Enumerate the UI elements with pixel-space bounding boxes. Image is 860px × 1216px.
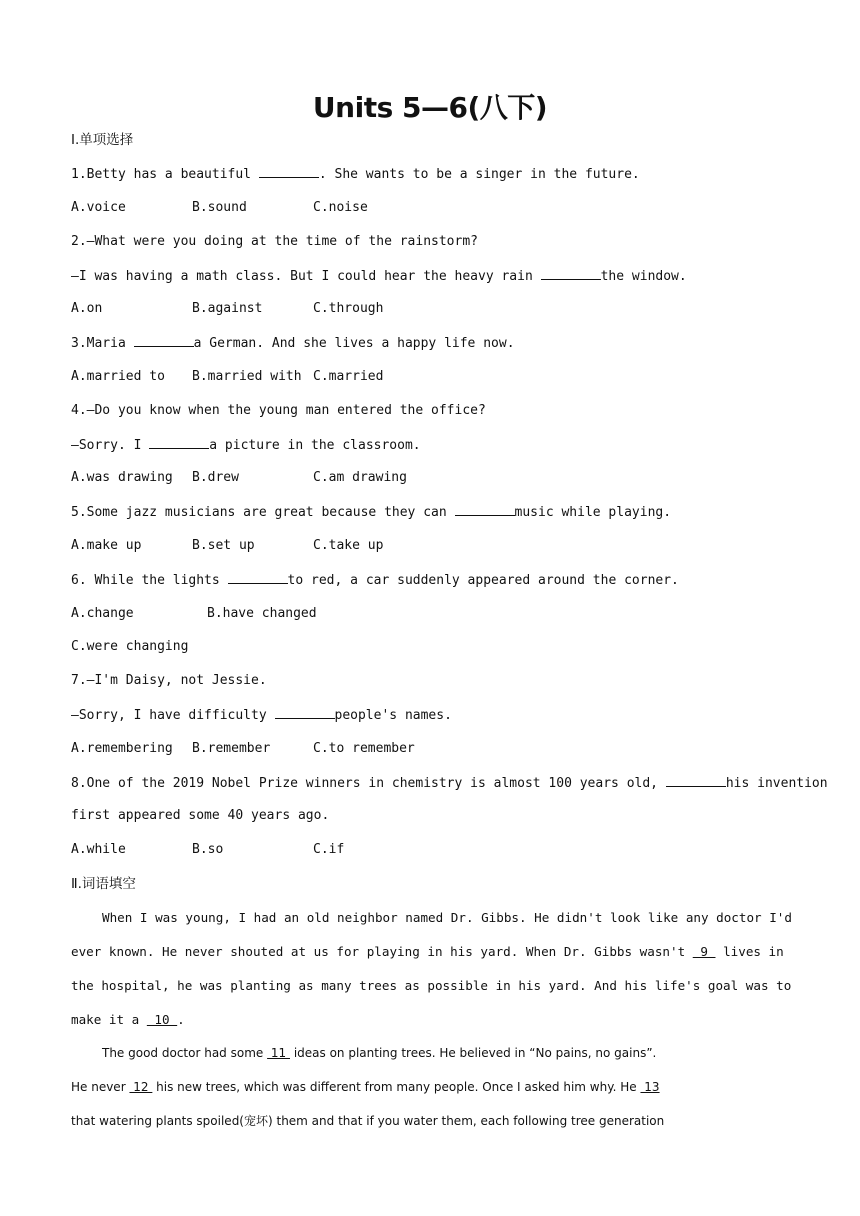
option-b: B.so — [192, 842, 224, 857]
q6-options — [71, 605, 317, 623]
passage-p1-line2 — [71, 943, 784, 961]
option-c: C.through — [313, 301, 384, 316]
q7-options — [71, 740, 415, 758]
option-c: C.married — [313, 369, 384, 384]
q6-text-b: to red, a car suddenly appeared around the corner. — [287, 573, 679, 588]
question-3 — [71, 334, 515, 353]
option-c: C.take up — [313, 538, 384, 553]
section-heading-1: Ⅰ.单项选择 — [71, 132, 134, 148]
q4-text-b: —Sorry. I — [71, 438, 150, 453]
q3-text-b: a German. And she lives a happy life now. — [193, 336, 515, 351]
text: He never — [71, 1080, 130, 1094]
answer-blank — [259, 165, 319, 178]
question-5 — [71, 503, 671, 522]
q8-text-a: 8.One of the 2019 Nobel Prize winners in chemistry is almost 100 years old, — [71, 776, 666, 791]
passage-p2-line3: that watering plants spoiled(宠坏) them and that if you water them, each following tree generation — [71, 1114, 665, 1128]
q6-text-a: 6. While the lights — [71, 573, 228, 588]
answer-blank — [455, 503, 515, 516]
q1-options — [71, 199, 368, 217]
q5-options — [71, 537, 383, 555]
blank-9: 9 — [692, 944, 716, 959]
q7-text-b: —Sorry, I have difficulty — [71, 708, 275, 723]
blank-10: 10 — [146, 1012, 178, 1027]
answer-blank — [134, 334, 194, 347]
text: lives in — [715, 944, 784, 959]
option-a: A.married to — [71, 369, 165, 384]
q3-text-a: 3.Maria — [71, 336, 134, 351]
option-a: A.was drawing — [71, 470, 173, 485]
option-c: C.if — [313, 842, 345, 857]
q4-text-c: a picture in the classroom. — [209, 438, 421, 453]
q2-text-c: the window. — [600, 269, 687, 284]
q2-options — [71, 300, 383, 318]
passage-p2-line1 — [102, 1044, 656, 1062]
passage-p1-line1: When I was young, I had an old neighbor named Dr. Gibbs. He didn't look like any doctor I'd — [102, 910, 792, 925]
passage-p1-line4 — [71, 1011, 185, 1029]
option-a: A.on — [71, 301, 103, 316]
page-title: Units 5—6(八下) — [312, 91, 548, 124]
passage-p2-line2 — [71, 1078, 660, 1096]
answer-blank — [228, 571, 288, 584]
text: The good doctor had some — [102, 1046, 268, 1060]
question-4: 4.—Do you know when the young man entered the office? — [71, 403, 486, 418]
option-b: B.married with — [192, 369, 302, 384]
text: . — [177, 1012, 185, 1027]
q5-text-b: music while playing. — [514, 505, 672, 520]
option-a: A.change — [71, 606, 134, 621]
question-6 — [71, 571, 679, 590]
q1-text-b: . She wants to be a singer in the future. — [318, 167, 640, 182]
option-a: A.remembering — [71, 741, 173, 756]
q7-text-c: people's names. — [334, 708, 452, 723]
q5-text-a: 5.Some jazz musicians are great because they can — [71, 505, 455, 520]
text: make it a — [71, 1012, 147, 1027]
q2-text-b: —I was having a math class. But I could hear the heavy rain — [71, 269, 541, 284]
question-8-cont: first appeared some 40 years ago. — [71, 808, 330, 823]
option-b: B.set up — [192, 538, 255, 553]
option-b: B.remember — [192, 741, 271, 756]
question-7-reply — [71, 706, 452, 725]
question-2-reply — [71, 267, 687, 286]
passage-p1-line3: the hospital, he was planting as many trees as possible in his yard. And his life's goal was to — [71, 978, 792, 993]
question-7: 7.—I'm Daisy, not Jessie. — [71, 673, 267, 688]
option-b: B.have changed — [207, 606, 317, 621]
blank-13: 13 — [640, 1080, 660, 1094]
option-b: B.against — [192, 301, 263, 316]
blank-12: 12 — [129, 1080, 153, 1094]
q1-text-a: 1.Betty has a beautiful — [71, 167, 259, 182]
answer-blank — [666, 774, 726, 787]
q4-options — [71, 469, 407, 487]
section-heading-2: Ⅱ.词语填空 — [71, 876, 136, 892]
option-c: C.to remember — [313, 741, 415, 756]
question-4-reply — [71, 436, 421, 455]
text: ideas on planting trees. He believed in “No pains, no gains”. — [290, 1046, 657, 1060]
option-a: A.make up — [71, 538, 142, 553]
option-a: A.voice — [71, 200, 126, 215]
option-c: C.am drawing — [313, 470, 407, 485]
question-2: 2.—What were you doing at the time of the rainstorm? — [71, 234, 478, 249]
q8-text-b: his invention — [725, 776, 828, 791]
q8-options — [71, 841, 344, 859]
option-a: A.while — [71, 842, 126, 857]
blank-11: 11 — [267, 1046, 290, 1060]
q6-option-c: C.were changing — [71, 639, 189, 654]
option-b: B.drew — [192, 470, 239, 485]
answer-blank — [541, 267, 601, 280]
text: his new trees, which was different from many people. Once I asked him why. He — [152, 1080, 641, 1094]
text: ever known. He never shouted at us for playing in his yard. When Dr. Gibbs wasn't — [71, 944, 693, 959]
option-c: C.noise — [313, 200, 368, 215]
question-8 — [71, 774, 828, 793]
q3-options — [71, 368, 383, 386]
answer-blank — [275, 706, 335, 719]
question-1 — [71, 165, 640, 184]
answer-blank — [149, 436, 209, 449]
option-b: B.sound — [192, 200, 247, 215]
